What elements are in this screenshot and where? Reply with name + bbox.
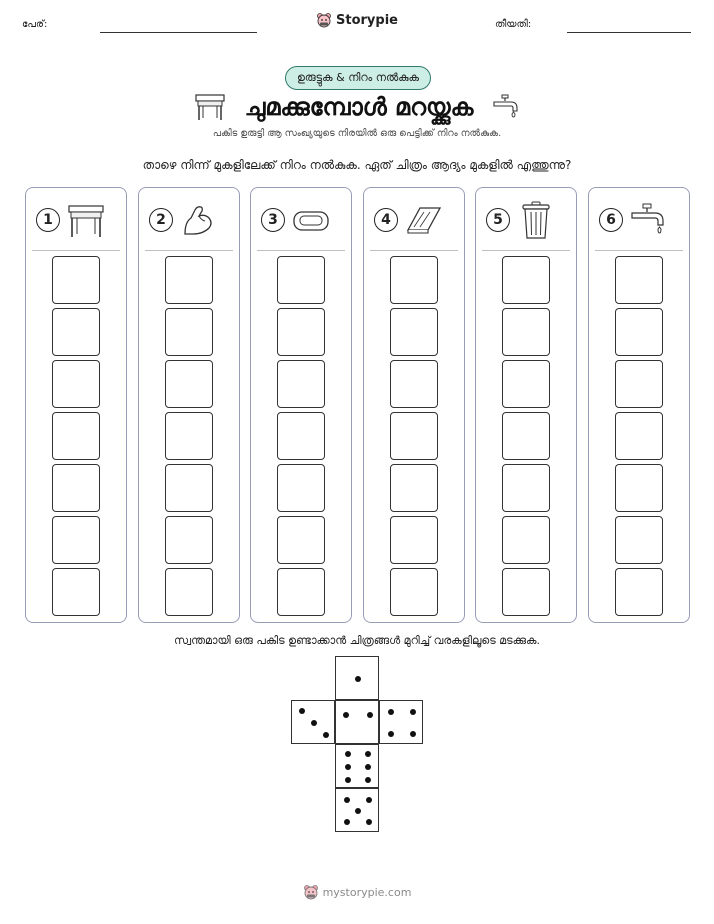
color-box[interactable] — [52, 308, 100, 356]
color-box[interactable] — [502, 568, 550, 616]
pip — [365, 764, 371, 770]
die-face-one — [335, 656, 379, 700]
pip — [365, 751, 371, 757]
color-box[interactable] — [277, 516, 325, 564]
color-box[interactable] — [390, 568, 438, 616]
faucet-icon — [629, 200, 669, 240]
pip — [345, 751, 351, 757]
color-box[interactable] — [390, 308, 438, 356]
pip — [355, 808, 361, 814]
column-header — [261, 200, 341, 240]
color-box[interactable] — [52, 412, 100, 460]
color-box[interactable] — [52, 516, 100, 564]
color-box[interactable] — [52, 568, 100, 616]
color-box[interactable] — [277, 308, 325, 356]
desk-icon — [66, 200, 106, 240]
color-box[interactable] — [52, 256, 100, 304]
color-box[interactable] — [502, 360, 550, 408]
color-box[interactable] — [165, 360, 213, 408]
column-number: 1 — [36, 208, 60, 232]
column-divider — [145, 250, 233, 251]
color-box[interactable] — [390, 516, 438, 564]
color-box[interactable] — [615, 256, 663, 304]
footer-url[interactable]: mystorypie.com — [322, 885, 412, 899]
color-box[interactable] — [615, 308, 663, 356]
color-box[interactable] — [165, 412, 213, 460]
pip — [344, 797, 350, 803]
pip — [345, 764, 351, 770]
title-row — [0, 92, 714, 122]
color-box[interactable] — [165, 256, 213, 304]
color-box[interactable] — [165, 516, 213, 564]
color-box[interactable] — [390, 412, 438, 460]
color-box[interactable] — [165, 464, 213, 512]
color-box[interactable] — [277, 464, 325, 512]
subtitle: പകിട ഉരുട്ടി ആ സംഖ്യയുടെ നിരയിൽ ഒരു പെട്ടിക്ക് നിറം നൽകുക. — [212, 128, 502, 139]
page-title: ചുമക്കുമ്പോൾ മറയ്ക്കുക — [244, 93, 474, 121]
trash-can-icon — [516, 200, 556, 240]
pip — [343, 712, 349, 718]
color-box[interactable] — [502, 256, 550, 304]
pip — [355, 676, 361, 682]
pip — [388, 709, 394, 715]
column-number: 3 — [261, 208, 285, 232]
storypie-mascot-icon — [316, 12, 332, 28]
pip — [344, 819, 350, 825]
column-header — [374, 200, 454, 240]
column-6 — [588, 187, 690, 623]
die-face-three — [291, 700, 335, 744]
color-box[interactable] — [52, 464, 100, 512]
column-divider — [370, 250, 458, 251]
towel-icon — [404, 200, 444, 240]
color-box[interactable] — [390, 360, 438, 408]
column-header — [149, 200, 229, 240]
color-box[interactable] — [615, 412, 663, 460]
activity-badge: ഉരുട്ടുക & നിറം നൽകുക — [285, 66, 431, 90]
color-box[interactable] — [390, 256, 438, 304]
color-box[interactable] — [615, 360, 663, 408]
pip — [366, 819, 372, 825]
column-divider — [482, 250, 570, 251]
pip — [410, 709, 416, 715]
column-number: 4 — [374, 208, 398, 232]
pip — [345, 777, 351, 783]
pip — [323, 732, 329, 738]
column-2 — [138, 187, 240, 623]
die-face-five — [335, 788, 379, 832]
name-label: പേര്: — [22, 19, 48, 30]
pip — [410, 731, 416, 737]
net-caption: സ്വന്തമായി ഒരു പകിട ഉണ്ടാക്കാൻ ചിത്രങ്ങൾ മുറിച്ച് വരകളിലൂടെ മടക്കുക. — [174, 634, 540, 647]
die-face-four — [379, 700, 423, 744]
color-box[interactable] — [615, 464, 663, 512]
pip — [366, 797, 372, 803]
column-number: 6 — [599, 208, 623, 232]
date-label: തീയതി: — [495, 19, 532, 30]
color-box[interactable] — [277, 412, 325, 460]
flexed-arm-icon — [179, 200, 219, 240]
pip — [367, 712, 373, 718]
column-3 — [250, 187, 352, 623]
column-header — [486, 200, 566, 240]
column-number: 2 — [149, 208, 173, 232]
color-box[interactable] — [615, 516, 663, 564]
color-box[interactable] — [277, 568, 325, 616]
color-box[interactable] — [52, 360, 100, 408]
color-box[interactable] — [502, 516, 550, 564]
pip — [299, 708, 305, 714]
color-box[interactable] — [502, 308, 550, 356]
die-face-six — [335, 744, 379, 788]
name-field[interactable] — [100, 32, 257, 33]
column-5 — [475, 187, 577, 623]
die-face-two — [335, 700, 379, 744]
column-number: 5 — [486, 208, 510, 232]
color-box[interactable] — [165, 568, 213, 616]
brand-logo — [0, 12, 714, 28]
column-divider — [257, 250, 345, 251]
column-divider — [32, 250, 120, 251]
faucet-icon — [491, 92, 521, 122]
desk-icon — [193, 92, 227, 122]
color-box[interactable] — [277, 360, 325, 408]
color-box[interactable] — [165, 308, 213, 356]
column-divider — [595, 250, 683, 251]
pip — [365, 777, 371, 783]
pip — [311, 720, 317, 726]
color-box[interactable] — [502, 464, 550, 512]
column-4 — [363, 187, 465, 623]
footer — [0, 884, 714, 900]
color-box[interactable] — [390, 464, 438, 512]
pip — [388, 731, 394, 737]
date-field[interactable] — [567, 32, 691, 33]
color-box[interactable] — [502, 412, 550, 460]
column-header — [599, 200, 679, 240]
brand-name: Storypie — [336, 12, 398, 28]
color-box[interactable] — [615, 568, 663, 616]
storypie-mascot-icon — [303, 884, 319, 900]
soap-icon — [291, 200, 331, 240]
column-1 — [25, 187, 127, 623]
column-header — [36, 200, 116, 240]
color-box[interactable] — [277, 256, 325, 304]
instruction-text: താഴെ നിന്ന് മുകളിലേക്ക് നിറം നൽകുക. ഏത് ചിത്രം ആദ്യം മുകളിൽ എത്തുന്നു? — [142, 158, 572, 172]
